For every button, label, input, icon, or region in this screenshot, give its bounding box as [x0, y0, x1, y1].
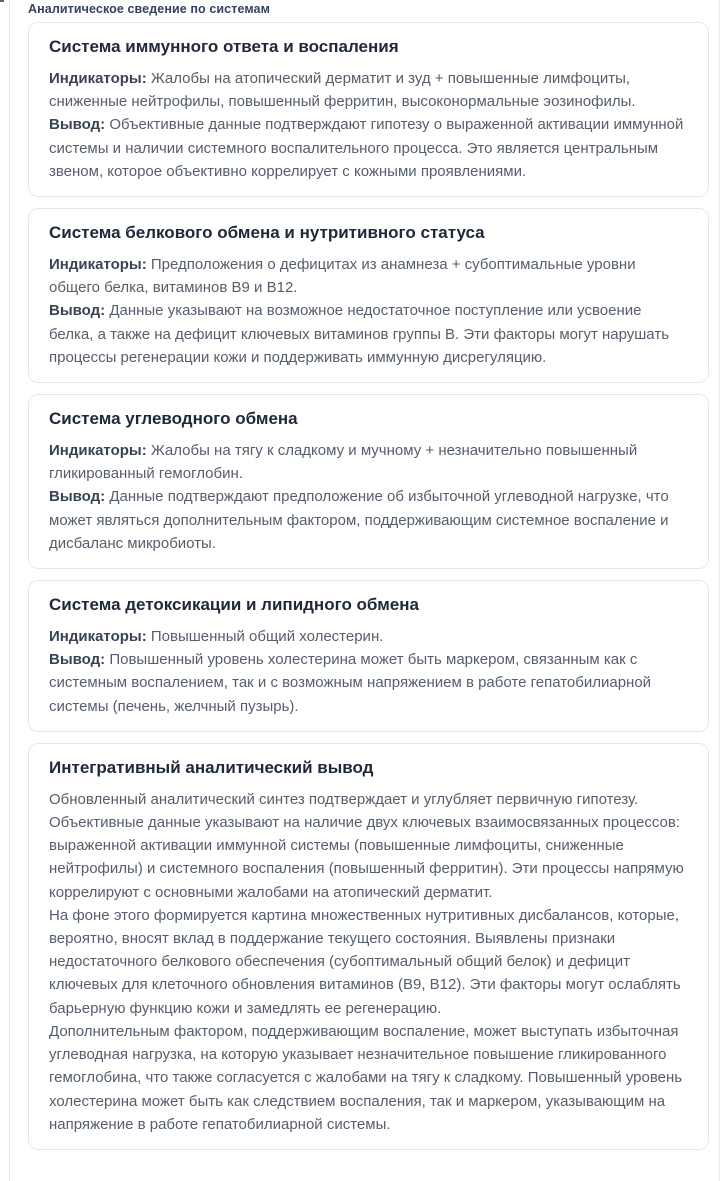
conclusion-label: Вывод:: [49, 302, 106, 320]
conclusion-text: Данные подтверждают предположение об избыточной углеводной нагрузке, что может являться дополнительным фактором, поддерживающим системное воспаление и дисбаланс микробиоты.: [49, 488, 669, 552]
integrative-paragraph: Дополнительным фактором, поддерживающим воспаление, может выступать избыточная углеводная нагрузка, на которую указывает незначительное повышение гликированного гемоглобина, что также согласуется с жалобами на тягу к сладкому. Повышенный уровень холестерина может быть как следствием воспаления, так и маркером, указывающим на напряжение в работе гепатобилиарной системы.: [49, 1022, 683, 1133]
indicators-text: Жалобы на тягу к сладкому и мучному + незначительно повышенный гликированный гемоглобин.: [49, 442, 638, 483]
conclusion-label: Вывод:: [49, 651, 106, 669]
card-title: Система иммунного ответа и воспаления: [49, 37, 399, 56]
indicators-line: [49, 67, 688, 113]
system-card-carbohydrate: [28, 394, 709, 569]
integrative-paragraph: Обновленный аналитический синтез подтверждает и углубляет первичную гипотезу. Объективные данные указывают на наличие двух ключевых взаимосвязанных процессов: выраженной активации иммунной системы (повышенные лимфоциты, сниженные нейтрофилы) и системного воспаления (повышенный ферритин). Эти процессы напрямую коррелируют с основными жалобами на атопический дерматит.: [49, 790, 684, 901]
indicators-line: [49, 625, 688, 648]
conclusion-line: [49, 299, 688, 369]
card-title: Система детоксикации и липидного обмена: [49, 595, 419, 615]
panel-label: Аналитическое сведение по системам: [28, 2, 270, 16]
card-title: Система углеводного обмена: [49, 409, 298, 429]
conclusion-label: Вывод:: [49, 116, 106, 134]
system-card-detox-lipid: [28, 580, 709, 732]
conclusion-line: [49, 485, 688, 555]
indicators-text: Предположения о дефицитах из анамнеза + субоптимальные уровни общего белка, витаминов В9 и В12.: [49, 256, 636, 297]
conclusion-label: Вывод:: [49, 488, 106, 506]
indicators-line: [49, 439, 688, 485]
indicators-text: Жалобы на атопический дерматит и зуд + повышенные лимфоциты, сниженные нейтрофилы, повышенный ферритин, высоконормальные эозинофилы.: [49, 70, 636, 111]
conclusion-line: [49, 648, 688, 718]
conclusion-text: Повышенный уровень холестерина может быть маркером, связанным как с системным воспалением, так и с возможным напряжением в работе гепатобилиарной системы (печень, желчный пузырь).: [49, 651, 652, 715]
card-title: Система белкового обмена и нутритивного статуса: [49, 223, 485, 243]
conclusion-text: Данные указывают на возможное недостаточное поступление или усвоение белка, а также на дефицит ключевых витаминов группы В. Эти факторы могут нарушать процессы регенерации кожи и поддерживать иммунную дисрегуляцию.: [49, 302, 670, 366]
analytics-panel: [9, 0, 720, 1181]
system-card-immune: [28, 22, 709, 197]
indicators-label: Индикаторы:: [49, 628, 147, 646]
screen-edge-artifact: [0, 0, 4, 2]
integrative-paragraph: На фоне этого формируется картина множественных нутритивных дисбалансов, которые, вероятно, вносят вклад в поддержание текущего состояния. Выявлены признаки недостаточного белкового обеспечения (субоптимальный общий белок) и дефицит ключевых для клеточного обновления витаминов (В9, В12). Эти факторы могут ослаблять барьерную функцию кожи и замедлять ее регенерацию.: [49, 906, 681, 1017]
card-title: Интегративный аналитический вывод: [49, 757, 374, 777]
conclusion-text: Объективные данные подтверждают гипотезу о выраженной активации иммунной системы и наличии системного воспалительного процесса. Это является центральным звеном, которое объективно коррелирует с кожными проявлениями.: [49, 116, 684, 180]
indicators-label: Индикаторы:: [49, 70, 147, 87]
indicators-text: Повышенный общий холестерин.: [150, 628, 384, 646]
conclusion-line: [49, 113, 688, 183]
indicators-line: [49, 253, 688, 299]
integrative-conclusion-card: [28, 743, 709, 1150]
indicators-label: Индикаторы:: [49, 442, 147, 460]
system-card-protein: [28, 208, 709, 383]
indicators-label: Индикаторы:: [49, 256, 147, 274]
